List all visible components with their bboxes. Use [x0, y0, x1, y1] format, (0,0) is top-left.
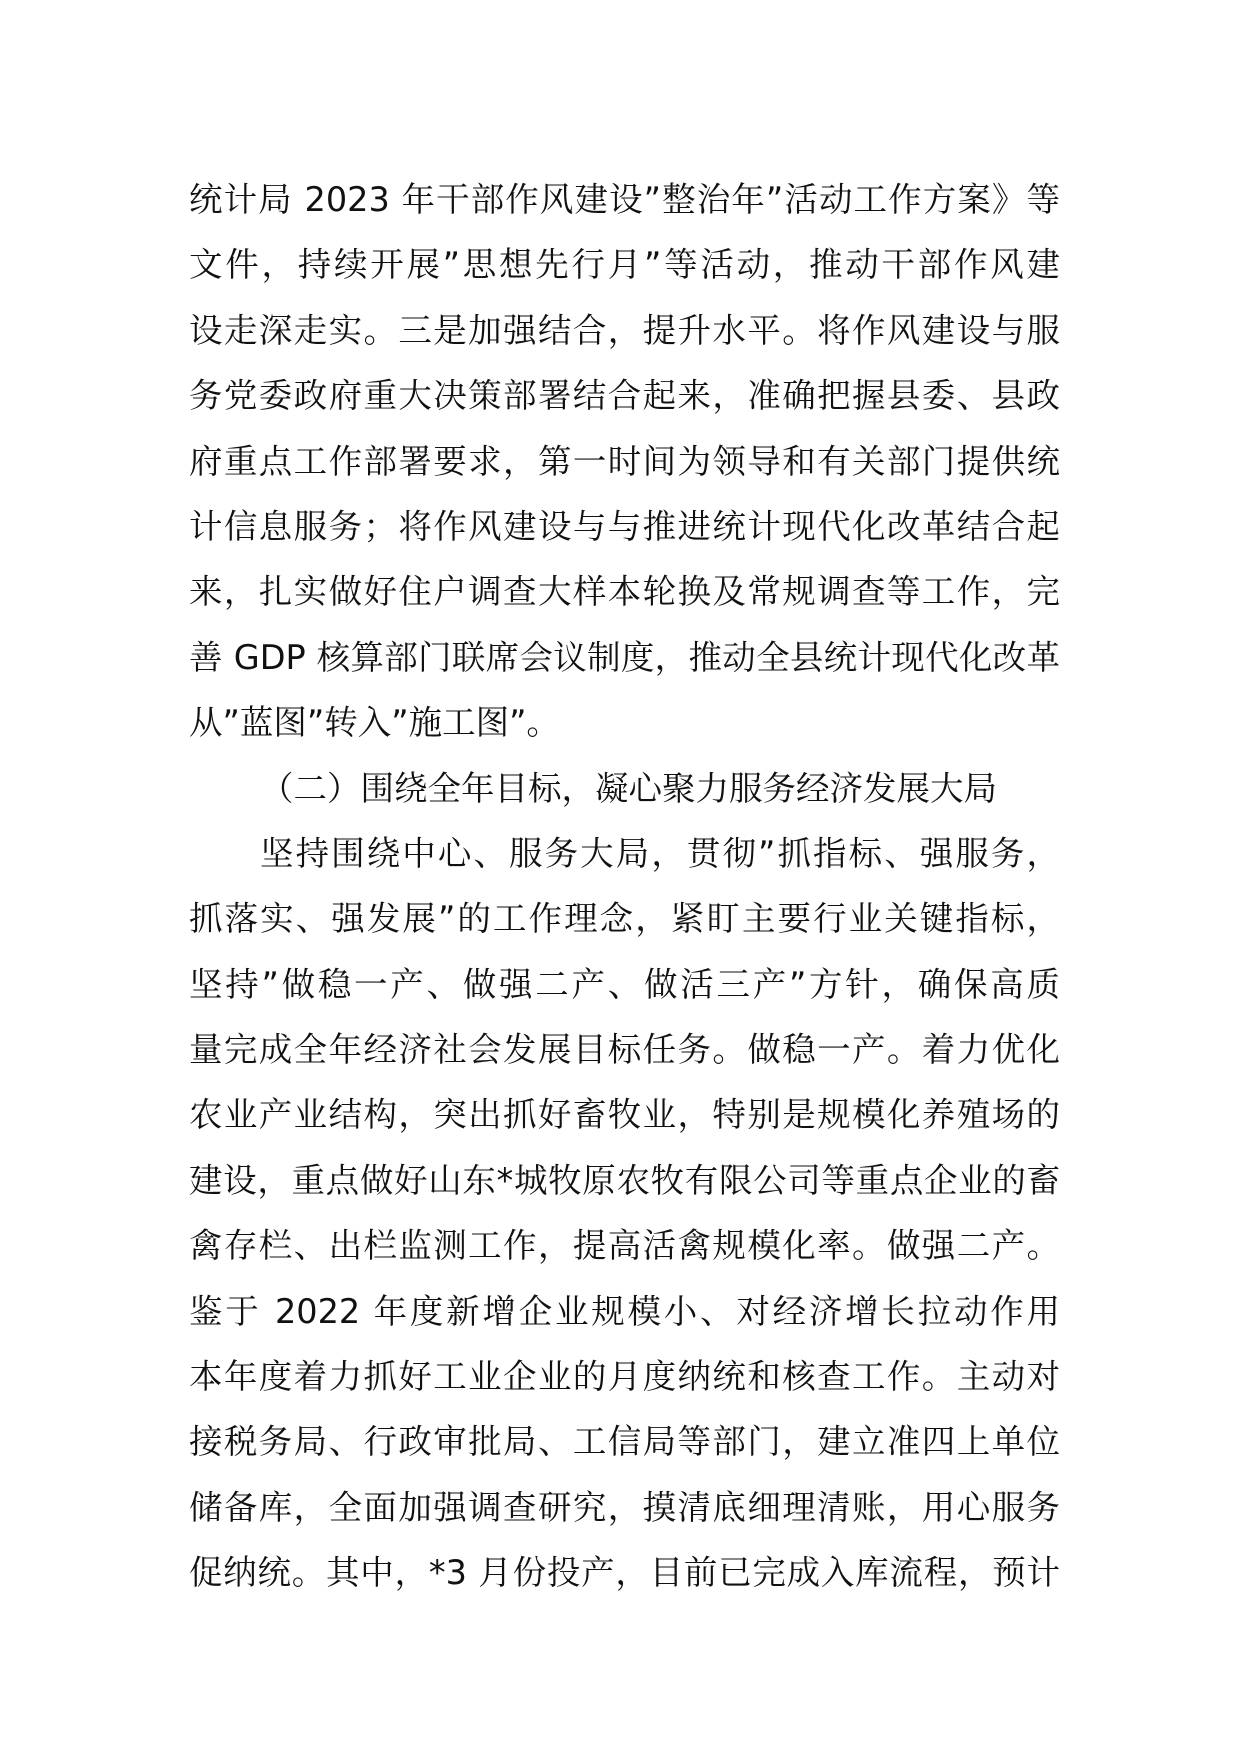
text-line: 设走深走实。三是加强结合，提升水平。将作风建设与服 [189, 310, 1060, 350]
text-line: 鉴于 2022 年度新增企业规模小、对经济增长拉动作用 [189, 1291, 1060, 1331]
text-line: 本年度着力抓好工业企业的月度纳统和核查工作。主动对 [189, 1357, 1060, 1397]
text-line: 从”蓝图”转入”施工图”。 [189, 703, 560, 743]
text-line: 禽存栏、出栏监测工作，提高活禽规模化率。做强二产。 [189, 1226, 1060, 1266]
text-line: 储备库，全面加强调查研究，摸清底细理清账，用心服务 [189, 1487, 1060, 1527]
document-body [189, 167, 1060, 1606]
text-line: 抓落实、强发展”的工作理念，紧盯主要行业关键指标， [189, 899, 1060, 939]
text-line: 农业产业结构，突出抓好畜牧业，特别是规模化养殖场的 [189, 1095, 1060, 1135]
text-line: 量完成全年经济社会发展目标任务。做稳一产。着力优化 [189, 1030, 1060, 1070]
body-paragraph [189, 821, 1060, 1606]
continued-paragraph [189, 167, 1060, 756]
text-line: 文件，持续开展”思想先行月”等活动，推动干部作风建 [189, 245, 1060, 285]
text-line: 计信息服务；将作风建设与与推进统计现代化改革结合起 [189, 506, 1060, 546]
text-line: 来，扎实做好住户调查大样本轮换及常规调查等工作，完 [189, 572, 1060, 612]
text-line: 促纳统。其中，*3 月份投产，目前已完成入库流程，预计 [189, 1553, 1060, 1593]
text-line: 坚持”做稳一产、做强二产、做活三产”方针，确保高质 [189, 964, 1060, 1004]
section-heading: （二）围绕全年目标，凝心聚力服务经济发展大局 [260, 768, 997, 808]
text-line: 善 GDP 核算部门联席会议制度，推动全县统计现代化改革 [189, 637, 1060, 677]
text-line: 坚持围绕中心、服务大局，贯彻”抓指标、强服务， [260, 833, 1060, 873]
text-line: 建设，重点做好山东*城牧原农牧有限公司等重点企业的畜 [189, 1160, 1060, 1200]
text-line: 接税务局、行政审批局、工信局等部门，建立准四上单位 [189, 1422, 1060, 1462]
text-line: 府重点工作部署要求，第一时间为领导和有关部门提供统 [189, 441, 1060, 481]
text-line: 务党委政府重大决策部署结合起来，准确把握县委、县政 [189, 376, 1060, 416]
text-line: 统计局 2023 年干部作风建设”整治年”活动工作方案》等 [189, 180, 1060, 219]
